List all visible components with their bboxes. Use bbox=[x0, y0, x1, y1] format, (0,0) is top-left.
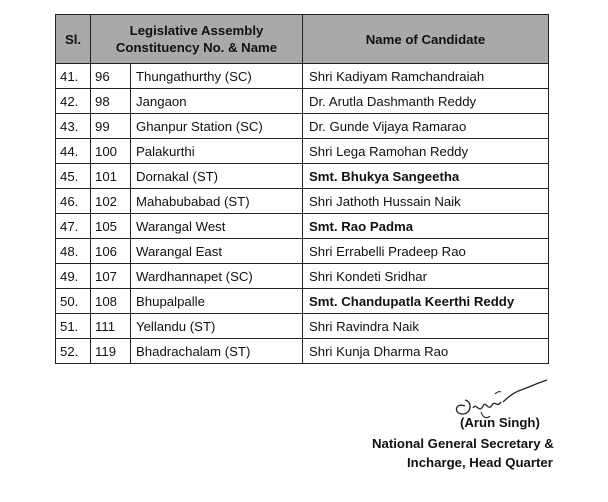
row-constituency-name: Ghanpur Station (SC) bbox=[131, 114, 303, 139]
row-sl: 50. bbox=[56, 289, 91, 314]
table-row bbox=[56, 164, 549, 189]
row-constituency-name: Mahabubabad (ST) bbox=[131, 189, 303, 214]
row-constituency-no: 108 bbox=[91, 289, 131, 314]
row-sl: 47. bbox=[56, 214, 91, 239]
row-constituency-name: Thungathurthy (SC) bbox=[131, 64, 303, 89]
table-row bbox=[56, 264, 549, 289]
header-constituency bbox=[91, 15, 303, 64]
row-constituency-name: Wardhannapet (SC) bbox=[131, 264, 303, 289]
row-candidate: Shri Kadiyam Ramchandraiah bbox=[303, 64, 549, 89]
header-candidate: Name of Candidate bbox=[303, 15, 549, 64]
row-candidate: Shri Lega Ramohan Reddy bbox=[303, 139, 549, 164]
table-header-row bbox=[56, 15, 549, 64]
row-candidate: Smt. Rao Padma bbox=[303, 214, 549, 239]
header-sl: Sl. bbox=[56, 15, 91, 64]
row-constituency-no: 105 bbox=[91, 214, 131, 239]
row-sl: 42. bbox=[56, 89, 91, 114]
table-row bbox=[56, 314, 549, 339]
table-row bbox=[56, 114, 549, 139]
row-constituency-no: 96 bbox=[91, 64, 131, 89]
table-row bbox=[56, 89, 549, 114]
row-candidate: Smt. Bhukya Sangeetha bbox=[303, 164, 549, 189]
table-row bbox=[56, 189, 549, 214]
table-row bbox=[56, 289, 549, 314]
signatory-title-line2: Incharge, Head Quarter bbox=[407, 455, 553, 470]
row-constituency-no: 98 bbox=[91, 89, 131, 114]
signatory-name: (Arun Singh) bbox=[460, 415, 540, 430]
signatory-title-line1: National General Secretary & bbox=[372, 436, 554, 451]
row-sl: 41. bbox=[56, 64, 91, 89]
row-candidate: Shri Jathoth Hussain Naik bbox=[303, 189, 549, 214]
row-sl: 48. bbox=[56, 239, 91, 264]
candidate-table bbox=[55, 14, 549, 364]
row-candidate: Shri Kondeti Sridhar bbox=[303, 264, 549, 289]
row-constituency-name: Jangaon bbox=[131, 89, 303, 114]
table-row bbox=[56, 214, 549, 239]
table-row bbox=[56, 239, 549, 264]
row-candidate: Shri Errabelli Pradeep Rao bbox=[303, 239, 549, 264]
row-constituency-name: Warangal West bbox=[131, 214, 303, 239]
row-sl: 52. bbox=[56, 339, 91, 364]
row-constituency-name: Bhadrachalam (ST) bbox=[131, 339, 303, 364]
row-constituency-no: 99 bbox=[91, 114, 131, 139]
row-candidate: Dr. Gunde Vijaya Ramarao bbox=[303, 114, 549, 139]
row-sl: 44. bbox=[56, 139, 91, 164]
header-constituency-line2: Constituency No. & Name bbox=[115, 40, 278, 55]
row-constituency-name: Bhupalpalle bbox=[131, 289, 303, 314]
row-candidate: Dr. Arutla Dashmanth Reddy bbox=[303, 89, 549, 114]
row-candidate: Smt. Chandupatla Keerthi Reddy bbox=[303, 289, 549, 314]
row-constituency-name: Palakurthi bbox=[131, 139, 303, 164]
row-constituency-no: 119 bbox=[91, 339, 131, 364]
row-sl: 51. bbox=[56, 314, 91, 339]
row-candidate: Shri Kunja Dharma Rao bbox=[303, 339, 549, 364]
row-sl: 43. bbox=[56, 114, 91, 139]
row-constituency-no: 106 bbox=[91, 239, 131, 264]
header-constituency-line1: Legislative Assembly bbox=[129, 23, 264, 38]
table-row bbox=[56, 339, 549, 364]
row-constituency-no: 111 bbox=[91, 314, 131, 339]
table-row bbox=[56, 139, 549, 164]
row-constituency-no: 107 bbox=[91, 264, 131, 289]
row-sl: 45. bbox=[56, 164, 91, 189]
row-constituency-name: Warangal East bbox=[131, 239, 303, 264]
row-sl: 46. bbox=[56, 189, 91, 214]
row-constituency-no: 102 bbox=[91, 189, 131, 214]
row-constituency-no: 101 bbox=[91, 164, 131, 189]
row-sl: 49. bbox=[56, 264, 91, 289]
row-constituency-no: 100 bbox=[91, 139, 131, 164]
row-candidate: Shri Ravindra Naik bbox=[303, 314, 549, 339]
row-constituency-name: Yellandu (ST) bbox=[131, 314, 303, 339]
row-constituency-name: Dornakal (ST) bbox=[131, 164, 303, 189]
table-row bbox=[56, 64, 549, 89]
